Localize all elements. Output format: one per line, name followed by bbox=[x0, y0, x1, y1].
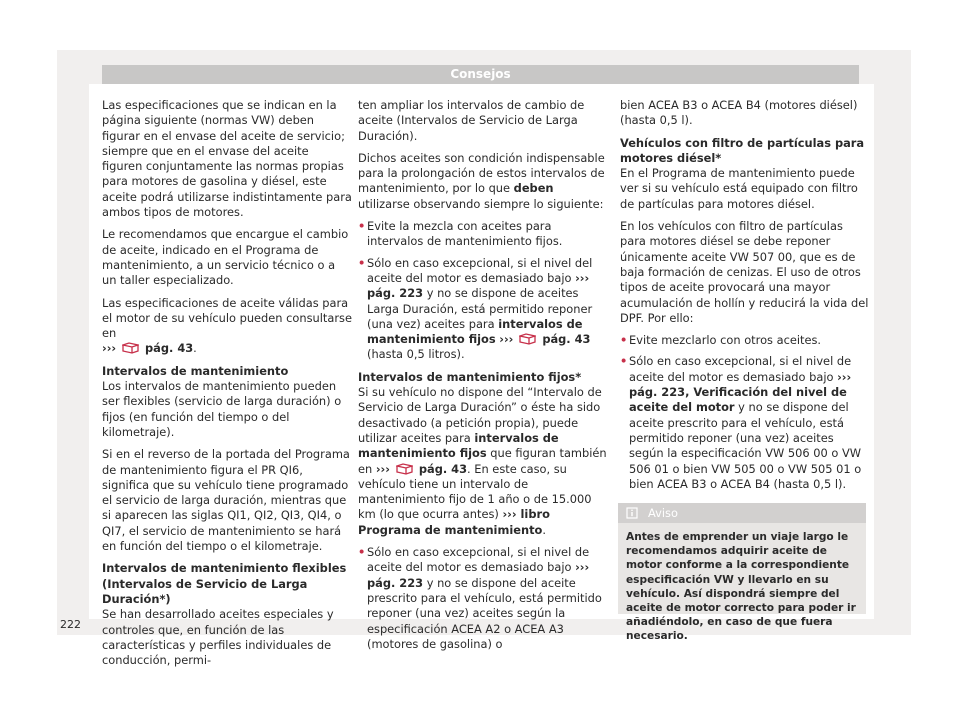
list-item: • Evite mezclarlo con otros aceites. bbox=[620, 333, 870, 348]
cross-reference[interactable]: ››› pág. 43 bbox=[499, 332, 591, 347]
notice-text: Antes de emprender un viaje largo le recomendamos adquirir aceite de motor conforme a la correspondiente especificación VW y llevarlo en su vehículo. Así dispondrá siempre del aceite de motor correcto para poder ir añadiéndolo, en caso de que fuera necesario. bbox=[626, 531, 856, 643]
book-icon bbox=[396, 463, 413, 475]
paragraph: En los vehículos con filtro de partículas para motores diésel se debe reponer únicamente aceite VW 507 00, que es de baja formación de cenizas. El uso de otros tipos de aceite provocará una mayor acumulación de hollín y reducirá la vida del DPF. Por ello: bbox=[620, 219, 869, 325]
cross-reference[interactable]: ››› pág. 223 bbox=[367, 560, 590, 590]
bullet-list bbox=[358, 219, 608, 363]
column-1 bbox=[102, 98, 352, 675]
cross-reference[interactable]: ››› pág. 223, Verificación del nivel de aceite del motor bbox=[629, 369, 852, 415]
book-icon bbox=[519, 333, 536, 345]
cross-reference[interactable]: ››› pág. 223 bbox=[367, 270, 590, 301]
cross-reference[interactable]: ››› libro bbox=[502, 507, 550, 522]
list-item: • Sólo en caso excepcional, si el nivel de aceite del motor es demasiado bajo ››› pág. 223 y no se dispone del aceite prescrito para el vehículo, está permitido reponer (una vez) aceites según la especificación ACEA A2 o ACEA A3 (motores de gasolina) o bbox=[358, 545, 608, 652]
notice-box bbox=[618, 503, 866, 643]
paragraph: Si en el reverso de la portada del Programa de mantenimiento figura el PR QI6, significa que su vehículo tiene programado el servicio de larga duración, mientras que si aparecen las siglas QI1, QI2, QI3, QI4, o QI7, el servicio de mantenimiento se hará en función del tiempo o el kilometraje. bbox=[102, 447, 350, 554]
book-icon bbox=[122, 342, 139, 354]
section-heading: Intervalos de mantenimiento fijos* bbox=[358, 369, 582, 384]
page-title: Consejos bbox=[450, 67, 511, 81]
cross-reference[interactable]: ››› pág. 43 bbox=[375, 461, 468, 476]
column-3 bbox=[620, 98, 870, 499]
paragraph: Los intervalos de mantenimiento pueden ser flexibles (servicio de larga duración) o fijos (en función del tiempo o del kilometraje). bbox=[102, 379, 342, 439]
paragraph: Las especificaciones de aceite válidas para el motor de su vehículo pueden consultarse en ››› pág. 43. bbox=[102, 295, 352, 356]
paragraph: Se han desarrollado aceites especiales y controles que, en función de las características y perfiles individuales de conducción, permi- bbox=[102, 607, 334, 668]
paragraph: Le recomendamos que encargue el cambio de aceite, indicado en el Programa de mantenimiento, a un servicio técnico o a un taller especializado. bbox=[102, 227, 349, 288]
bullet-list bbox=[358, 545, 608, 652]
paragraph: En el Programa de mantenimiento puede ver si su vehículo está equipado con filtro de partículas para motores diésel. bbox=[620, 166, 858, 211]
paragraph: bien ACEA B3 o ACEA B4 (motores diésel) (hasta 0,5 l). bbox=[620, 98, 858, 128]
section-heading: Intervalos de mantenimiento bbox=[102, 363, 289, 378]
info-icon bbox=[626, 507, 638, 519]
notice-title: Aviso bbox=[648, 506, 678, 520]
cross-reference[interactable]: ››› pág. 43 bbox=[102, 341, 194, 356]
notice-header bbox=[618, 503, 866, 523]
section-heading: Vehículos con filtro de partículas para motores diésel* bbox=[620, 135, 865, 165]
paragraph: Dichos aceites son condición indispensable para la prolongación de estos intervalos de mantenimiento, por lo que deben utilizarse observando siempre lo siguiente: bbox=[358, 150, 605, 211]
list-item: • Sólo en caso excepcional, si el nivel de aceite del motor es demasiado bajo ››› pág. 223, Verificación del nivel de aceite del motor y no se dispone del aceite prescrito para el vehículo, está permitido reponer (una vez) aceites según la especificación VW 506 00 o VW 506 01 o bien VW 505 00 o VW 505 01 o bien ACEA B3 o ACEA B4 (hasta 0,5 l). bbox=[620, 354, 870, 492]
page-number: 222 bbox=[60, 618, 81, 631]
paragraph: Si su vehículo no dispone del “Intervalo de Servicio de Larga Duración” o éste ha sido desactivado (a petición propia), puede utilizar aceites para intervalos de mantenimiento fijos que figuran también en ››› pág. 43. En este caso, su vehículo tiene un intervalo de mantenimiento fijo de 1 año o de 15.000 km (lo que ocurra antes) ››› libro Programa de mantenimiento. bbox=[358, 385, 607, 537]
section-heading: Intervalos de mantenimiento flexibles (Intervalos de Servicio de Larga Duración*) bbox=[102, 561, 347, 606]
column-2 bbox=[358, 98, 608, 659]
paragraph: Las especificaciones que se indican en la página siguiente (normas VW) deben figurar en el envase del aceite de servicio; siempre que en el envase del aceite figuren conjuntamente las normas propias para motores de gasolina y diésel, este aceite podrá utilizarse indistintamente para ambos tipos de motores. bbox=[102, 98, 352, 220]
bullet-list bbox=[620, 333, 870, 492]
list-item: • Evite la mezcla con aceites para intervalos de mantenimiento fijos. bbox=[358, 219, 608, 250]
list-item: • Sólo en caso excepcional, si el nivel del aceite del motor es demasiado bajo ››› pág. 223 y no se dispone de aceites Larga Duración, está permitido reponer (una vez) aceites para intervalos de mantenimiento fijos ››› pág. 43 (hasta 0,5 litros). bbox=[358, 256, 608, 363]
paragraph: ten ampliar los intervalos de cambio de aceite (Intervalos de Servicio de Larga Duración). bbox=[358, 98, 585, 143]
